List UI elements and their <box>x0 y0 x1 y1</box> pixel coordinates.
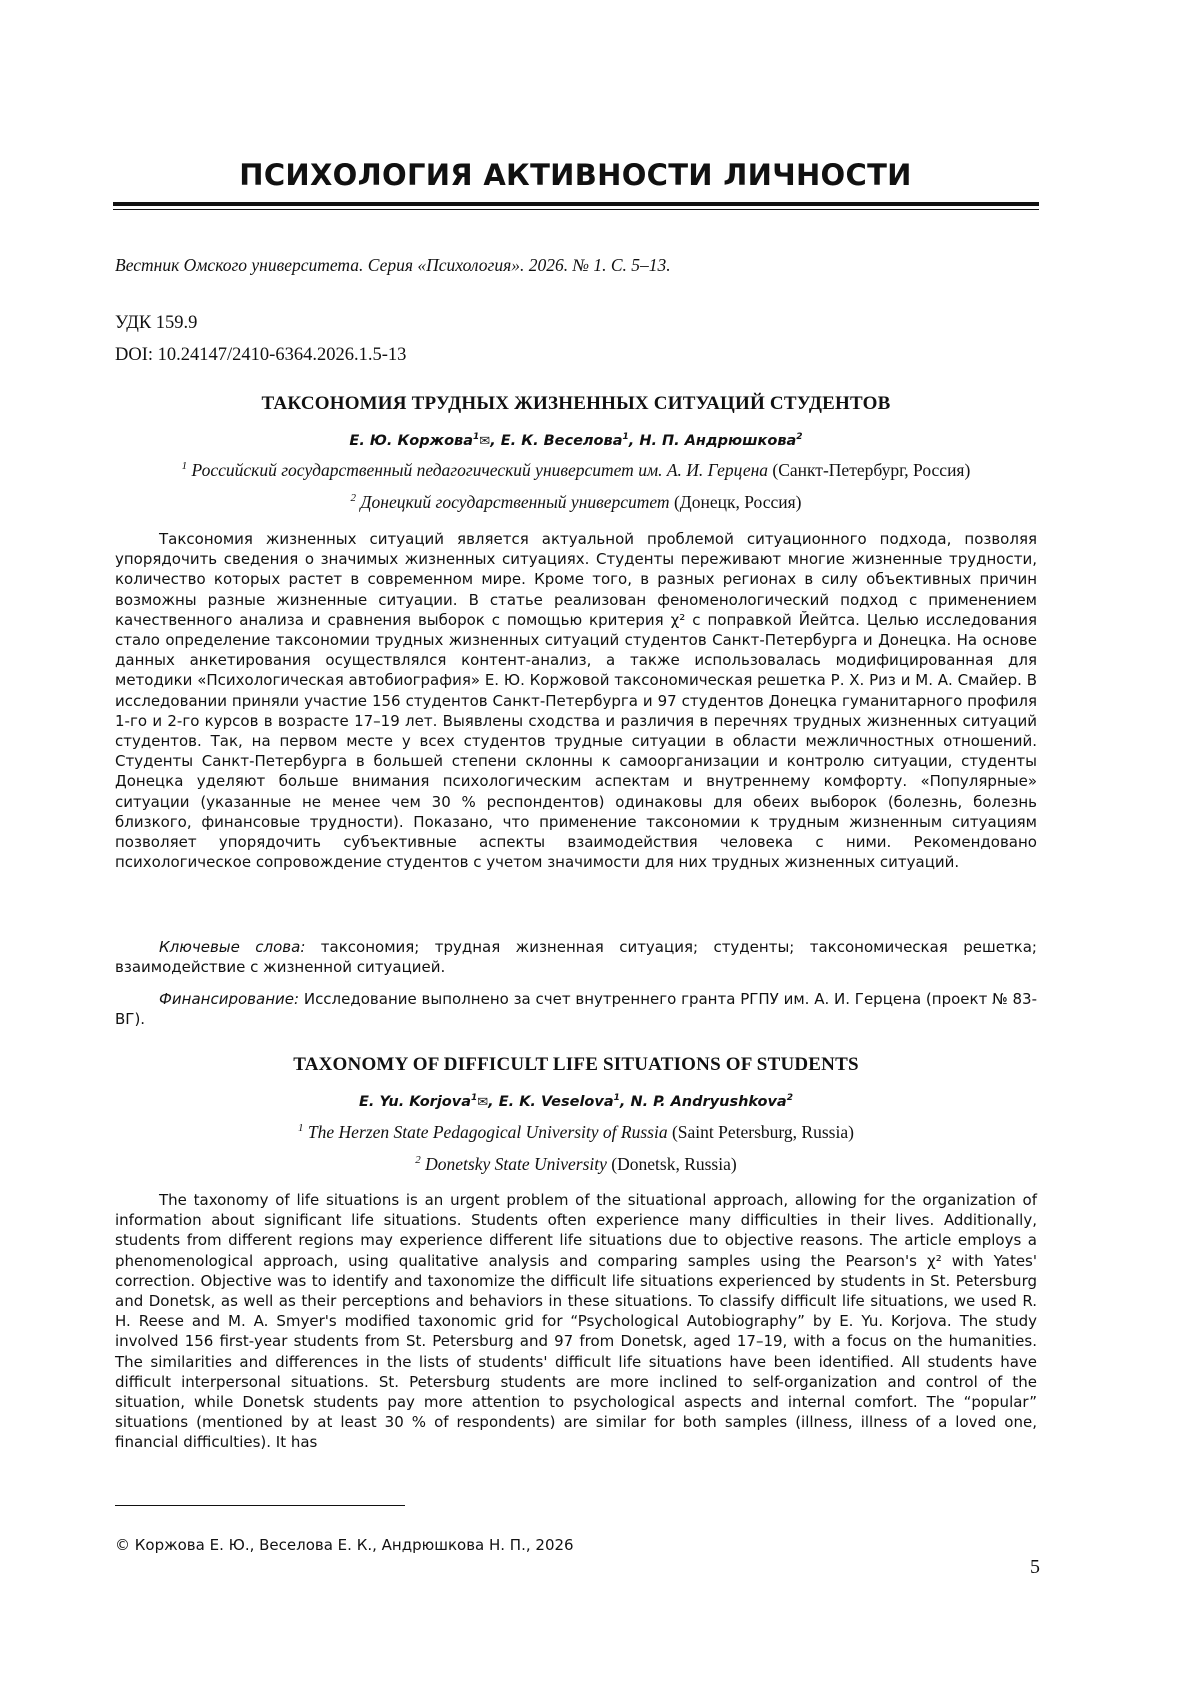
article-title-ru: ТАКСОНОМИЯ ТРУДНЫХ ЖИЗНЕННЫХ СИТУАЦИЙ СТУДЕНТОВ <box>261 393 891 414</box>
authors-en: E. Yu. Korjova$^1$✉, E. K. Veselova$^1$, N. P. Andryushkova$^2$ <box>359 1093 793 1110</box>
author-name: E. Yu. Korjova <box>359 1093 471 1110</box>
author-name: Е. Ю. Коржова <box>349 432 474 449</box>
author-name: Н. П. Андрюшкова <box>639 432 797 449</box>
funding-text: Исследование выполнено за счет внутреннего гранта РГПУ им. А. И. Герцена (проект № 83-ВГ). <box>115 990 1037 1029</box>
envelope-icon[interactable]: ✉ <box>479 433 491 449</box>
copyright-notice: © Коржова Е. Ю., Веселова Е. К., Андрюшкова Н. П., 2026 <box>115 1536 574 1554</box>
keywords-label: Ключевые слова: <box>159 938 306 956</box>
affiliation-place: (Donetsk, Russia) <box>611 1154 737 1174</box>
funding-label: Финансирование: <box>159 990 300 1008</box>
section-header: ПСИХОЛОГИЯ АКТИВНОСТИ ЛИЧНОСТИ <box>239 158 912 192</box>
keywords-ru <box>115 937 1037 977</box>
affiliation-name: Donetsky State University <box>425 1154 607 1174</box>
doi[interactable]: DOI: 10.24147/2410-6364.2026.1.5-13 <box>115 345 407 365</box>
abstract-ru: Таксономия жизненных ситуаций является актуальной проблемой ситуационного подхода, позволяя упорядочить сведения о значимых жизненных ситуациях. Студенты переживают многие жизненные трудности, количество которых растет в современном мире. Кроме того, в разных регионах в силу объективных причин возможны разные жизненные ситуации. В статье реализован феноменологический подход с применением качественного анализа и сравнения выборок с помощью критерия χ² с поправкой Йейтса. Целью исследования стало определение таксономии трудных жизненных ситуаций студентов Санкт-Петербурга и Донецка. На основе данных анкетирования осуществлялся контент-анализ, а также использовалась модифицированная для методики «Психологическая автобиография» Е. Ю. Коржовой таксономическая решетка Р. Х. Риз и М. А. Смайер. В исследовании приняли участие 156 студентов Санкт-Петербурга и 97 студентов Донецка гуманитарного профиля 1-го и 2-го курсов в возрасте 17–19 лет. Выявлены сходства и различия в перечнях трудных жизненных ситуаций студентов. Так, на первом месте у всех студентов трудные ситуации в области межличностных отношений. Студенты Санкт-Петербурга в большей степени склонны к самоорганизации и контролю ситуации, студенты Донецка уделяют больше внимания психологическим аспектам и внутреннему комфорту. «Популярные» ситуации (указанные не менее чем 30 % респондентов) одинаковы для обеих выборок (болезнь, болезнь близкого, финансовые трудности). Показано, что применение таксономии к трудным жизненным ситуациям позволяет упорядочить субъективные аспекты взаимодействия человека с ними. Рекомендовано психологическое сопровождение студентов с учетом значимости для них трудных жизненных ситуаций. <box>115 530 1037 872</box>
author-sup: 2 <box>796 432 803 442</box>
abstract-en: The taxonomy of life situations is an urgent problem of the situational approach, allowing for the organization of information about significant life situations. Students often experience many difficulties in their lives. Additionally, students from different regions may experience different life situations due to objective reasons. The article employs a phenomenological approach, using qualitative analysis and comparing samples using the Pearson's χ² with Yates' correction. Objective was to identify and taxonomize the difficult life situations experienced by students in St. Petersburg and Donetsk, as well as their perceptions and behaviors in these situations. To classify difficult life situations, we used R. H. Reese and M. A. Smyer's modified taxonomic grid for “Psychological Autobiography” by E. Yu. Korjova. The study involved 156 first-year students from St. Petersburg and 97 from Donetsk, aged 17–19, with a focus on the humanities. The similarities and differences in the lists of students' difficult life situations have been identified. All students have difficult interpersonal situations. St. Petersburg students are more inclined to self-organization and control of the situation, while Donetsk students pay more attention to psychological aspects and internal comfort. The “popular” situations (mentioned by at least 30 % of respondents) are similar for both samples (illness, illness of a loved one, financial difficulties). It has <box>115 1191 1037 1452</box>
udc-code: УДК 159.9 <box>115 313 198 333</box>
author-name: E. K. Veselova <box>498 1093 614 1110</box>
authors-ru: Е. Ю. Коржова$^1$✉, Е. К. Веселова$^1$, Н. П. Андрюшкова$^2$ <box>349 432 803 449</box>
affiliation-name: Российский государственный педагогический университет им. А. И. Герцена <box>191 460 769 480</box>
funding-ru <box>115 989 1037 1029</box>
article-title-en: TAXONOMY OF DIFFICULT LIFE SITUATIONS OF STUDENTS <box>293 1054 859 1075</box>
journal-reference: Вестник Омского университета. Серия «Психология». 2026. № 1. С. 5–13. <box>115 255 671 275</box>
affiliation-2-en <box>113 1154 1039 1175</box>
page-number: 5 <box>1030 1556 1040 1578</box>
affiliation-sup: 1 <box>181 460 188 473</box>
affiliation-1-ru <box>113 460 1039 481</box>
affiliation-1-en <box>113 1122 1039 1143</box>
affiliation-place: (Донецк, Россия) <box>673 492 802 512</box>
affiliation-place: (Saint Petersburg, Russia) <box>671 1122 854 1142</box>
author-sup: 1 <box>473 432 480 442</box>
header-rule-thick <box>113 202 1039 206</box>
footnote-rule <box>115 1505 405 1506</box>
affiliation-sup: 2 <box>415 1154 421 1167</box>
keywords-text: таксономия; трудная жизненная ситуация; студенты; таксономическая решетка; взаимодействие с жизненной ситуацией. <box>115 938 1037 977</box>
author-sup: 1 <box>622 432 629 442</box>
envelope-icon[interactable]: ✉ <box>477 1094 489 1110</box>
affiliation-sup: 1 <box>298 1122 304 1135</box>
author-sup: 2 <box>786 1093 793 1103</box>
author-sup: 1 <box>471 1093 478 1103</box>
header-rule-thin <box>113 209 1039 210</box>
affiliation-sup: 2 <box>350 492 356 505</box>
affiliation-place: (Санкт-Петербург, Россия) <box>772 460 971 480</box>
author-name: Е. К. Веселова <box>500 432 623 449</box>
affiliation-name: Донецкий государственный университет <box>360 492 670 512</box>
author-name: N. P. Andryushkova <box>630 1093 787 1110</box>
affiliation-name: The Herzen State Pedagogical University of Russia <box>307 1122 668 1142</box>
author-sup: 1 <box>613 1093 620 1103</box>
affiliation-2-ru <box>113 492 1039 513</box>
